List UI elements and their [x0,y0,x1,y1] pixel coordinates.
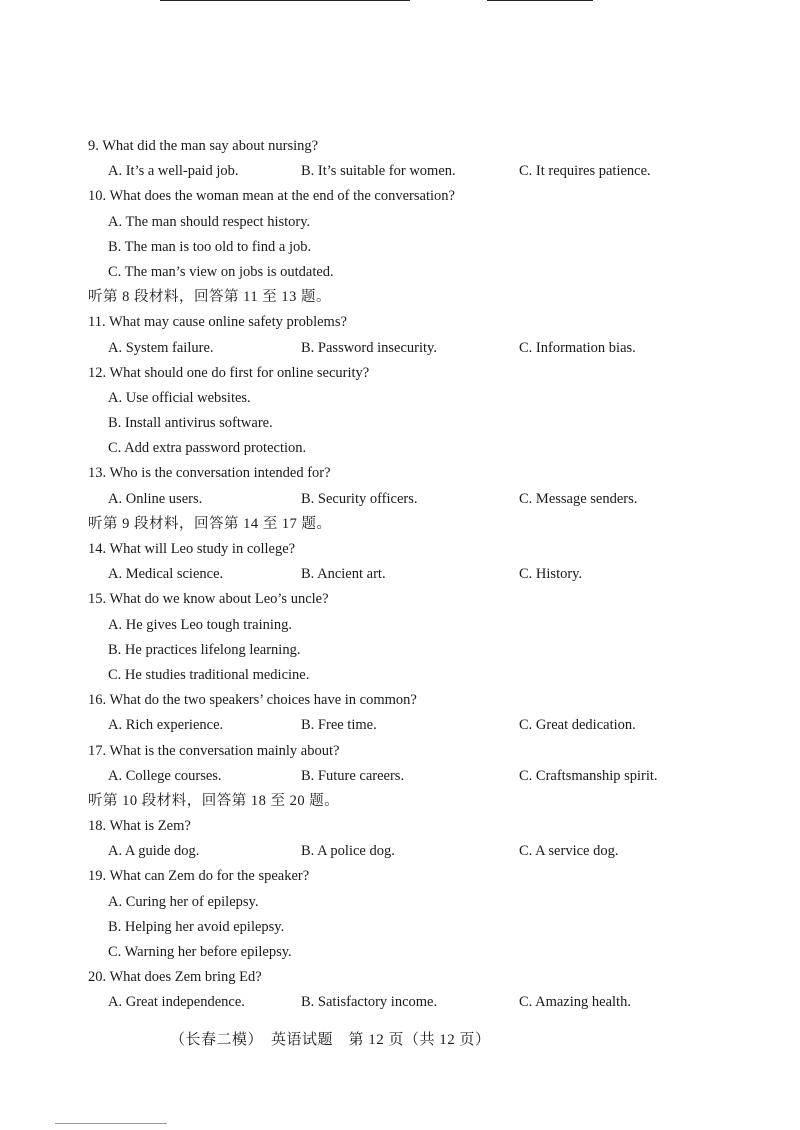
question: 9. What did the man say about nursing? [88,138,319,154]
option-a: A. It’s a well-paid job. [108,163,239,180]
option: A. He gives Leo tough training. [108,616,293,633]
option-a: A. System failure. [108,339,214,356]
section-heading: 听第 9 段材料，回答第 14 至 17 题。 [88,515,332,532]
question: 15. What do we know about Leo’s uncle? [88,591,329,608]
option-b: B. Password insecurity. [301,339,437,356]
top-rule-right [487,0,593,1]
bottom-rule [55,1123,167,1124]
question: 13. Who is the conversation intended for? [88,465,331,482]
option-row [88,487,778,512]
option: A. The man should respect history. [108,213,311,230]
option-row [88,764,778,789]
option-c: C. Amazing health. [519,994,631,1011]
option-row [88,713,778,738]
option-b: B. It’s suitable for women. [301,163,456,180]
option-row [88,839,778,864]
question: 17. What is the conversation mainly about? [88,742,340,759]
question: 12. What should one do first for online security? [88,364,370,381]
page-footer: （长春二模） 英语试题 第 12 页（共 12 页） [170,1032,491,1048]
option-c: C. Message senders. [519,490,638,507]
option-c: C. A service dog. [519,843,619,860]
option: A. Curing her of epilepsy. [108,893,259,910]
option-a: A. Medical science. [108,566,224,583]
option-b: B. Free time. [301,717,377,734]
option-a: A. Rich experience. [108,717,224,734]
question-list [88,134,778,1016]
option-b: B. Ancient art. [301,566,386,583]
option-b: B. A police dog. [301,843,395,860]
question: 14. What will Leo study in college? [88,541,296,557]
option-a: A. Great independence. [108,994,245,1011]
option: B. Helping her avoid epilepsy. [108,918,285,935]
option-c: C. Craftsmanship spirit. [519,767,658,784]
option-b: B. Security officers. [301,490,418,507]
option: C. The man’s view on jobs is outdated. [108,263,334,280]
option-b: B. Future careers. [301,767,405,784]
option-row [88,562,778,587]
option-c: C. Great dedication. [519,717,636,734]
option-row [88,336,778,361]
question: 18. What is Zem? [88,818,191,835]
option-a: A. College courses. [108,767,222,784]
option-b: B. Satisfactory income. [301,994,438,1011]
section-heading: 听第 10 段材料，回答第 18 至 20 题。 [88,792,340,809]
option: C. He studies traditional medicine. [108,666,310,683]
option: B. Install antivirus software. [108,415,273,432]
question: 16. What do the two speakers’ choices have in common? [88,692,417,709]
top-rule-left [160,0,410,1]
question: 11. What may cause online safety problems? [88,314,347,331]
option-row [88,990,778,1015]
question: 19. What can Zem do for the speaker? [88,868,310,885]
question: 20. What does Zem bring Ed? [88,969,262,986]
option: A. Use official websites. [108,389,251,406]
question: 10. What does the woman mean at the end of the conversation? [88,188,455,205]
option-c: C. History. [519,566,583,583]
option-a: A. A guide dog. [108,843,200,860]
option: B. The man is too old to find a job. [108,238,312,255]
option-row [88,159,778,184]
section-heading: 听第 8 段材料，回答第 11 至 13 题。 [88,289,331,306]
option-c: C. Information bias. [519,339,636,356]
option: B. He practices lifelong learning. [108,641,301,658]
option-a: A. Online users. [108,490,203,507]
option: C. Add extra password protection. [108,440,307,457]
option-c: C. It requires patience. [519,163,651,180]
option: C. Warning her before epilepsy. [108,944,292,960]
